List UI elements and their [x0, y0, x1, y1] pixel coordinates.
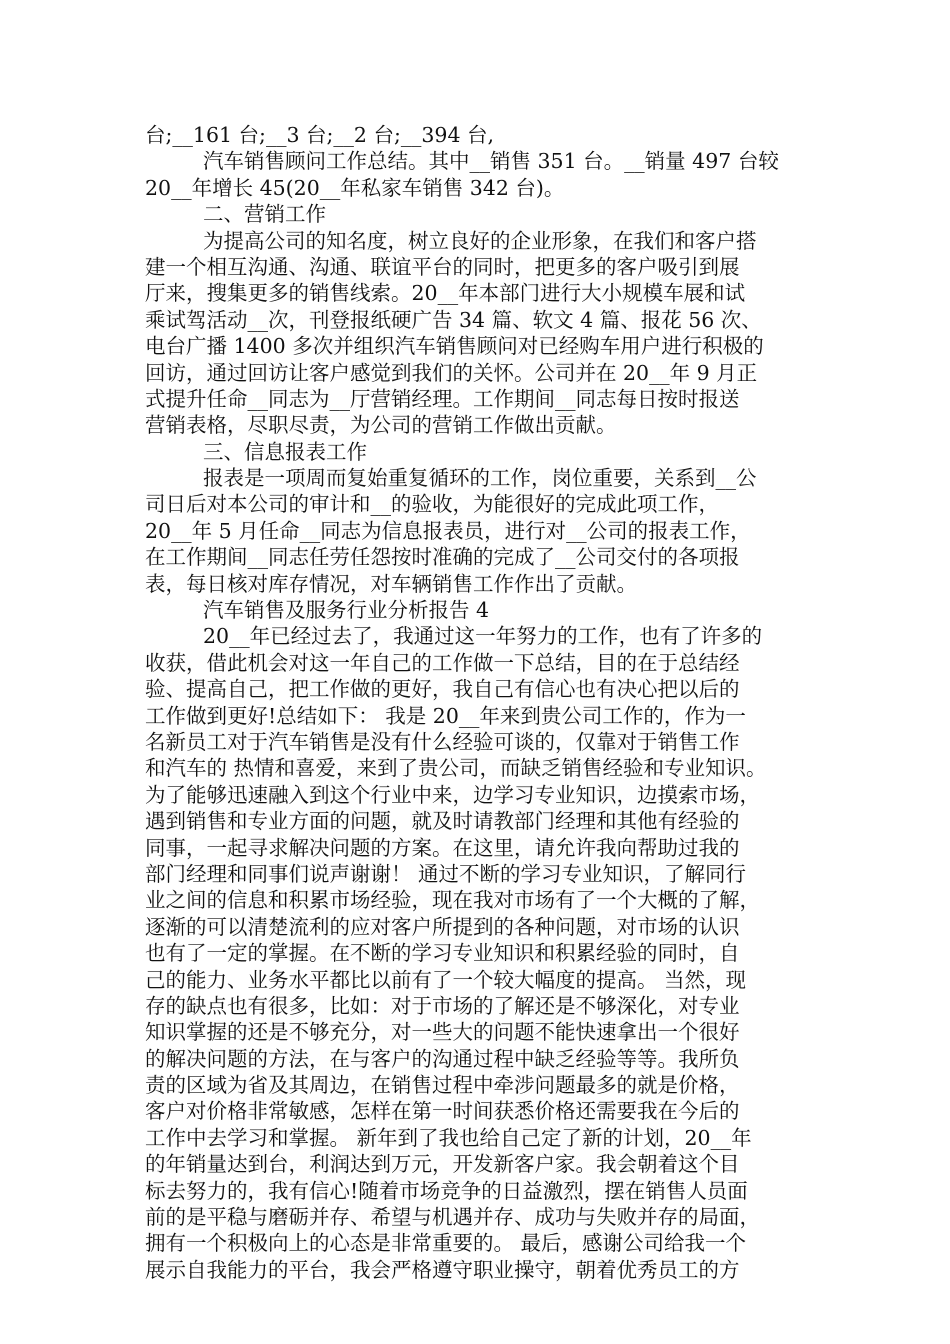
- text-line: 己的能力、业务水平都比以前有了一个较大幅度的提高。 当然，现: [145, 967, 747, 992]
- text-line: 遇到销售和专业方面的问题，就及时请教部门经理和其他有经验的: [145, 809, 740, 834]
- text-line: 三、信息报表工作: [203, 439, 367, 464]
- text-line: 的年销量达到台，利润达到万元，开发新客户家。我会朝着这个目: [145, 1152, 740, 1177]
- text-line: 存的缺点也有很多，比如：对于市场的了解还是不够深化，对专业: [145, 993, 740, 1018]
- text-line: 拥有一个积极向上的心态是非常重要的。 最后，感谢公司给我一个: [145, 1231, 747, 1256]
- text-line: 在工作期间__同志任劳任怨按时准确的完成了__公司交付的各项报: [145, 545, 740, 570]
- text-line: 表，每日核对库存情况，对车辆销售工作作出了贡献。: [145, 571, 637, 596]
- text-line: 二、营销工作: [203, 202, 326, 227]
- text-line: 台;__161 台;__3 台;__2 台;__394 台,: [145, 123, 495, 147]
- text-line: 厅来，搜集更多的销售线索。20__年本部门进行大小规模车展和试: [145, 281, 746, 306]
- text-line: 营销表格，尽职尽责，为公司的营销工作做出贡献。: [145, 413, 617, 438]
- text-line: 名新员工对于汽车销售是没有什么经验可谈的，仅靠对于销售工作: [145, 729, 740, 754]
- text-line: 20__年增长 45(20__年私家车销售 342 台)。: [145, 175, 565, 200]
- text-line: 业之间的信息和积累市场经验，现在我对市场有了一个大概的了解，: [145, 888, 760, 913]
- text-line: 展示自我能力的平台，我会严格遵守职业操守，朝着优秀员工的方: [145, 1257, 740, 1282]
- text-line: 工作做到更好!总结如下： 我是 20__年来到贵公司工作的，作为一: [145, 703, 746, 728]
- document-body: [145, 122, 815, 1283]
- text-line: 部门经理和同事们说声谢谢！ 通过不断的学习专业知识，了解同行: [145, 861, 747, 886]
- text-line: 逐渐的可以清楚流利的应对客户所提到的各种问题，对市场的认识: [145, 914, 740, 939]
- text-line: 回访，通过回访让客户感觉到我们的关怀。公司并在 20__年 9 月正: [145, 360, 758, 385]
- text-line: 建一个相互沟通、沟通、联谊平台的同时，把更多的客户吸引到展: [145, 254, 740, 279]
- text-line: 为了能够迅速融入到这个行业中来，边学习专业知识，边摸索市场，: [145, 782, 760, 807]
- text-line: 也有了一定的掌握。在不断的学习专业知识和积累经验的同时，自: [145, 941, 740, 966]
- text-line: 电台广播 1400 多次并组织汽车销售顾问对已经购车用户进行积极的: [145, 334, 764, 359]
- text-line: 式提升任命__同志为__厅营销经理。工作期间__同志每日按时报送: [145, 386, 740, 411]
- text-line: 司日后对本公司的审计和__的验收，为能很好的完成此项工作，: [145, 492, 719, 517]
- text-line: 前的是平稳与磨砺并存、希望与机遇并存、成功与失败并存的局面，: [145, 1205, 760, 1230]
- text-line: 的解决问题的方法，在与客户的沟通过程中缺乏经验等等。我所负: [145, 1046, 740, 1071]
- text-line: 工作中去学习和掌握。 新年到了我也给自己定了新的计划，20__年: [145, 1125, 752, 1150]
- text-line: 汽车销售及服务行业分析报告 4: [203, 598, 490, 623]
- text-line: 知识掌握的还是不够充分，对一些大的问题不能快速拿出一个很好: [145, 1020, 740, 1045]
- text-line: 20__年 5 月任命__同志为信息报表员，进行对__公司的报表工作，: [145, 518, 751, 543]
- text-line: 收获，借此机会对这一年自己的工作做一下总结，目的在于总结经: [145, 650, 740, 675]
- text-line: 为提高公司的知名度，树立良好的企业形象，在我们和客户搭: [203, 228, 757, 253]
- text-line: 验、提高自己，把工作做的更好，我自己有信心也有决心把以后的: [145, 677, 740, 702]
- text-line: 乘试驾活动__次，刊登报纸硬广告 34 篇、软文 4 篇、报花 56 次、: [145, 307, 762, 332]
- text-line: 同事，一起寻求解决问题的方案。在这里，请允许我向帮助过我的: [145, 835, 740, 860]
- text-line: 客户对价格非常敏感，怎样在第一时间获悉价格还需要我在今后的: [145, 1099, 740, 1124]
- text-line: 报表是一项周而复始重复循环的工作，岗位重要，关系到__公: [203, 466, 757, 491]
- text-line: 汽车销售顾问工作总结。其中__销售 351 台。__销量 497 台较: [203, 149, 779, 174]
- text-line: 和汽车的 热情和喜爱，来到了贵公司，而缺乏销售经验和专业知识。: [145, 756, 767, 781]
- text-line: 标去努力的，我有信心!随着市场竞争的日益激烈，摆在销售人员面: [145, 1178, 748, 1203]
- text-line: 责的区域为省及其周边，在销售过程中牵涉问题最多的就是价格，: [145, 1073, 740, 1098]
- text-line: 20__年已经过去了，我通过这一年努力的工作，也有了许多的: [203, 624, 763, 649]
